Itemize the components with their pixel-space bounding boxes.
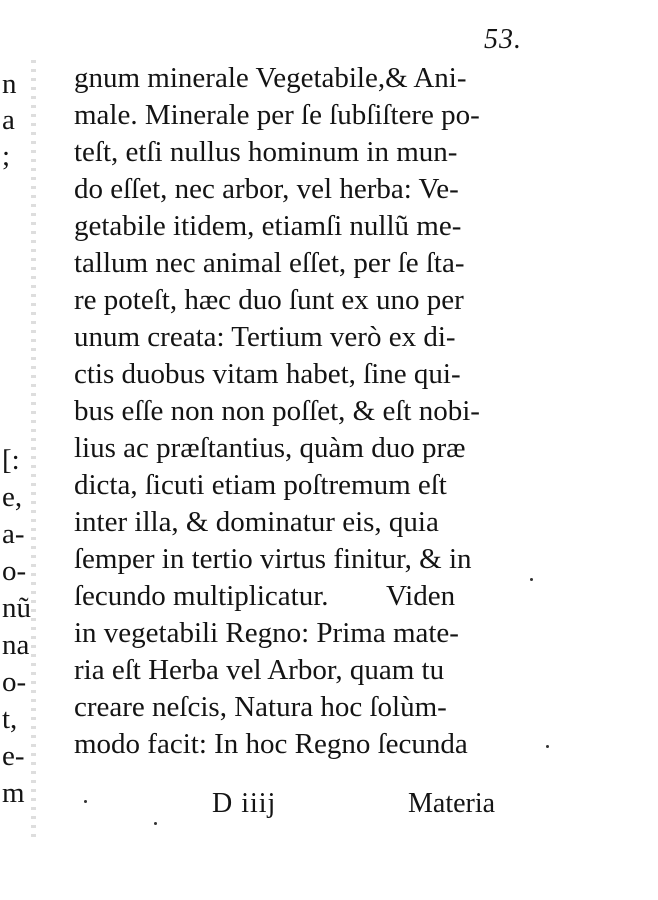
facing-page-fragment: ; <box>2 142 11 171</box>
text-line: ſemper in tertio virtus finitur, & in <box>74 543 472 575</box>
text-line: creare neſcis, Natura hoc ſolùm- <box>74 691 447 723</box>
facing-page-fragment: n <box>2 70 17 99</box>
signature-mark: D iiij <box>212 788 277 819</box>
text-line: unum creata: Tertium verò ex di- <box>74 321 456 353</box>
page-number: 53. <box>484 24 522 55</box>
text-line: getabile itidem, etiamſi nullũ me- <box>74 210 462 242</box>
facing-page-fragment: na <box>2 631 30 660</box>
text-line: bus eſſe non non poſſet, & eſt nobi- <box>74 395 480 427</box>
text-line: do eſſet, nec arbor, vel herba: Ve- <box>74 173 459 205</box>
facing-page-fragment: [: <box>2 446 20 475</box>
text-line: re poteſt, hæc duo ſunt ex uno per <box>74 284 464 316</box>
text-line: ctis duobus vitam habet, ſine qui- <box>74 358 461 390</box>
facing-page-fragment: e, <box>2 483 23 512</box>
text-line: teſt, etſi nullus hominum in mun- <box>74 136 458 168</box>
text-line: inter illa, & dominatur eis, quia <box>74 506 439 538</box>
ink-speck <box>154 822 157 825</box>
ink-speck <box>546 745 549 748</box>
facing-page-fragment: nũ <box>2 594 31 623</box>
ink-speck <box>530 578 533 581</box>
text-line: dicta, ſicuti etiam poſtremum eſt <box>74 469 447 501</box>
text-line: modo facit: In hoc Regno ſecunda <box>74 728 468 760</box>
text-line: ſecundo multiplicatur. Viden <box>74 580 456 612</box>
text-line: lius ac præſtantius, quàm duo præ <box>74 432 466 464</box>
catchword: Materia <box>408 788 496 819</box>
facing-page-fragment: m <box>2 779 25 808</box>
facing-page-fragment: e- <box>2 742 25 771</box>
facing-page-fragment: o- <box>2 668 27 697</box>
text-line: tallum nec animal eſſet, per ſe ſta- <box>74 247 465 279</box>
facing-page-fragment: o- <box>2 557 27 586</box>
text-line: male. Minerale per ſe ſubſiſtere po- <box>74 99 480 131</box>
facing-page-fragment: t, <box>2 705 18 734</box>
facing-page-edge <box>0 0 30 900</box>
facing-page-fragment: a- <box>2 520 25 549</box>
text-line: in vegetabili Regno: Prima mate- <box>74 617 459 649</box>
ink-speck <box>84 800 87 803</box>
text-line: ria eſt Herba vel Arbor, quam tu <box>74 654 445 686</box>
text-line: gnum minerale Vegetabile,& Ani- <box>74 62 467 94</box>
facing-page-fragment: a <box>2 106 15 135</box>
